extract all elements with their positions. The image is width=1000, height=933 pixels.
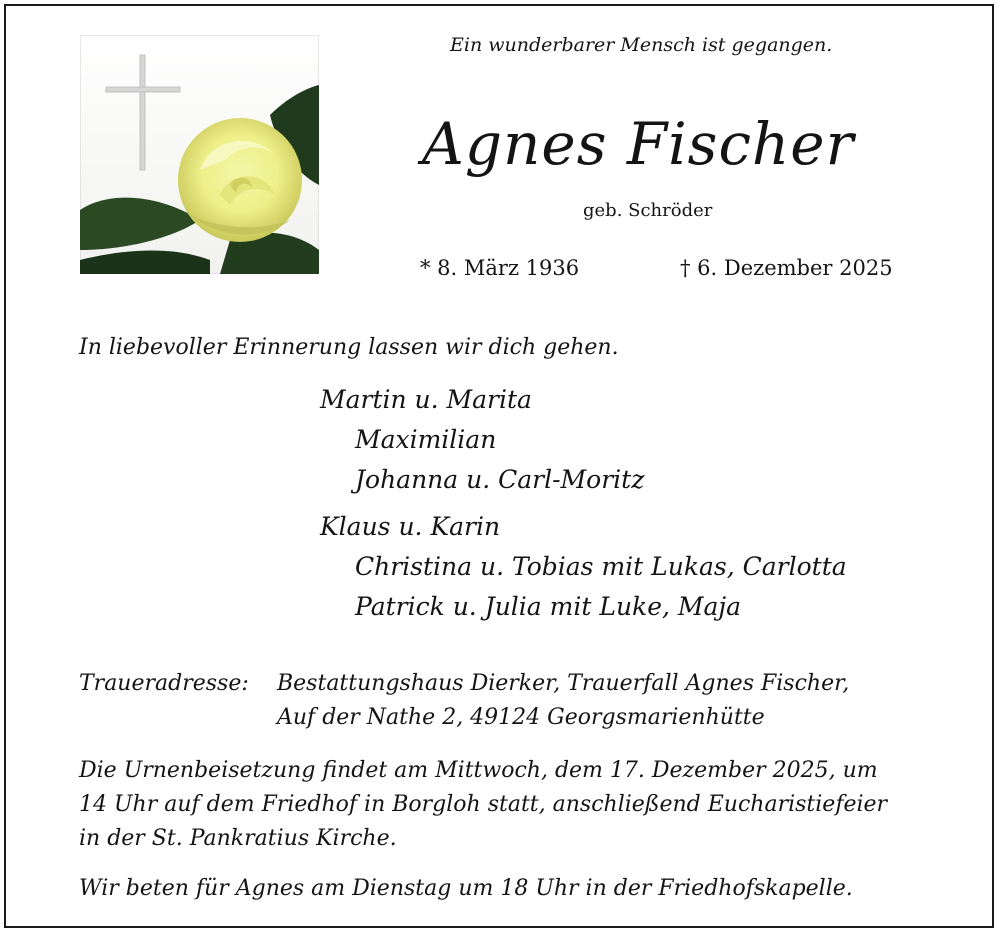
- deceased-name: Agnes Fischer: [422, 110, 855, 178]
- address-line: Bestattungshaus Dierker, Trauerfall Agnes Fischer,: [277, 671, 850, 696]
- death-date: † 6. Dezember 2025: [680, 256, 893, 280]
- family-member: Martin u. Marita: [320, 385, 532, 414]
- family-member: Maximilian: [355, 425, 497, 454]
- birth-name: geb. Schröder: [583, 200, 713, 221]
- headline: Ein wunderbarer Mensch ist gegangen.: [450, 34, 833, 56]
- cross-and-rose-photo: [80, 35, 319, 274]
- address-label: Traueradresse:: [79, 671, 249, 696]
- burial-text-line: Die Urnenbeisetzung findet am Mittwoch, dem 17. Dezember 2025, um: [79, 758, 878, 783]
- family-member: Patrick u. Julia mit Luke, Maja: [355, 592, 742, 621]
- address-line: Auf der Nathe 2, 49124 Georgsmarienhütte: [277, 705, 765, 730]
- prayer-text: Wir beten für Agnes am Dienstag um 18 Uhr in der Friedhofskapelle.: [79, 876, 853, 901]
- intro-text: In liebevoller Erinnerung lassen wir dich gehen.: [79, 335, 619, 360]
- birth-date: * 8. März 1936: [420, 256, 580, 280]
- family-member: Christina u. Tobias mit Lukas, Carlotta: [355, 552, 847, 581]
- burial-text-line: 14 Uhr auf dem Friedhof in Borgloh statt, anschließend Eucharistiefeier: [79, 792, 888, 817]
- family-member: Johanna u. Carl-Moritz: [355, 465, 645, 494]
- burial-text-line: in der St. Pankratius Kirche.: [79, 826, 397, 851]
- family-member: Klaus u. Karin: [320, 512, 501, 541]
